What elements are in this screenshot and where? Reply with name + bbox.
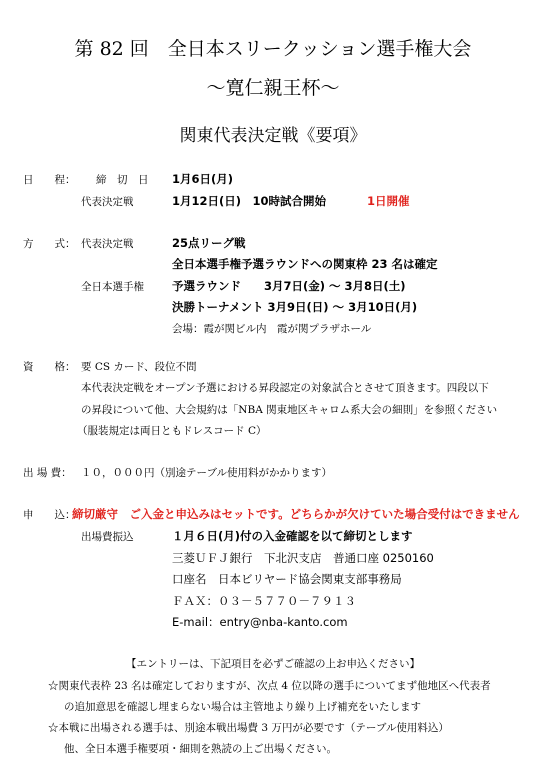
email-text: E-mail：entry@nba-kanto.com — [172, 615, 348, 629]
eligibility-line1: 要 CS カード、段位不問 — [81, 361, 197, 373]
bank-text: 三菱ＵＦＪ銀行 下北沢支店 普通口座 0250160 — [172, 551, 434, 565]
entry-note: 【エントリーは、下記項目を必ずご確認の上お申込ください】 — [126, 658, 420, 670]
fee-label: 出 場 費： — [23, 467, 72, 479]
eligibility-label: 資 格： — [23, 361, 76, 373]
rep-label: 代表決定戦 — [81, 196, 134, 208]
eligibility-line2: 本代表決定戦をオープン予選における昇段認定の対象試合とさせて頂きます。四段以下 — [81, 382, 489, 394]
transfer-value: １月６日(月)付の入金確認を以て締切とします — [172, 529, 413, 543]
quota-text: 全日本選手権予選ラウンドへの関東枠 23 名は確定 — [172, 257, 438, 271]
fax-text: ＦＡＸ：０３－５７７０－７９１３ — [172, 594, 356, 608]
format-rep-value: 25点リーグ戦 — [172, 236, 246, 250]
account-text: 口座名 日本ビリヤード協会関東支部事務局 — [172, 572, 402, 586]
rep-value: 1月12日(日) 10時試合開始 — [172, 194, 327, 208]
deadline-label: 締 切 日 — [96, 174, 149, 186]
national-label: 全日本選手権 — [81, 281, 144, 293]
note2-line1: ☆本戦に出場される選手は、別途本戦出場費 3 万円が必要です（テーブル使用料込） — [48, 722, 449, 734]
eligibility-line4: （服装規定は両日ともドレスコード C） — [77, 425, 267, 437]
format-rep-label: 代表決定戦 — [81, 238, 134, 250]
venue-text: 会場：霞が関ビル内 霞が関プラザホール — [172, 323, 372, 335]
final-text: 決勝トーナメント 3月9日(日) ～ 3月10日(月) — [172, 300, 418, 314]
schedule-label: 日 程： — [23, 174, 76, 186]
page-subtitle: ～寛仁親王杯～ — [206, 77, 340, 99]
rep-note: 1日開催 — [367, 194, 410, 208]
application-label: 申 込： — [23, 509, 76, 521]
section-heading: 関東代表決定戦《要項》 — [179, 126, 367, 146]
prelim-text: 予選ラウンド 3月7日(金) ～ 3月8日(土) — [172, 279, 406, 293]
format-label: 方 式： — [23, 238, 76, 250]
page-title: 第 82 回 全日本スリークッション選手権大会 — [74, 38, 472, 60]
note2-line2: 他、全日本選手権要項・細則を熟読の上ご出場ください。 — [64, 743, 337, 755]
transfer-label: 出場費振込 — [81, 531, 134, 543]
note1-line2: の追加意思を確認し埋まらない場合は主管地より繰り上げ補充をいたします — [64, 701, 421, 713]
fee-value: １０，０００円（別途テーブル使用料がかかります） — [81, 467, 333, 479]
application-notice: 締切厳守 ご入金と申込みはセットです。どちらかが欠けていた場合受付はできません — [72, 507, 520, 521]
eligibility-line3: の昇段について他、大会規約は「NBA 関東地区キャロム系大会の細則」を参照ください — [81, 404, 498, 416]
deadline-value: 1月6日(月) — [172, 172, 234, 186]
note1-line1: ☆関東代表枠 23 名は確定しておりますが、次点 4 位以降の選手についてまず他地区へ代表者 — [48, 680, 491, 692]
